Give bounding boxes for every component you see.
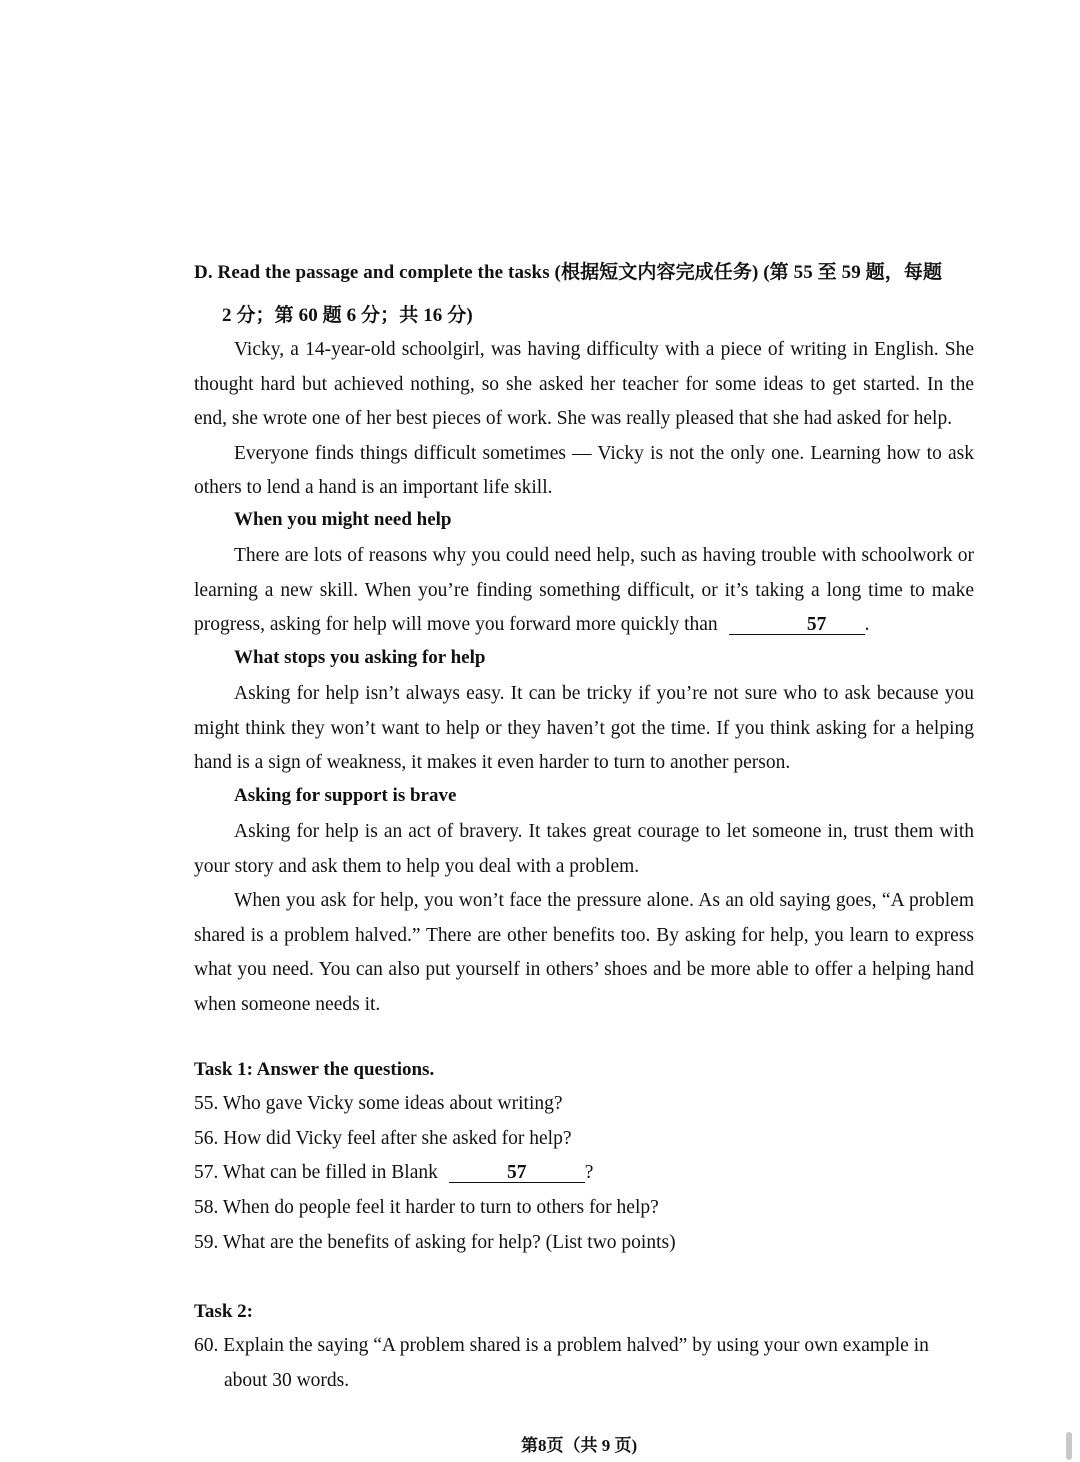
question-55: 55. Who gave Vicky some ideas about writing? xyxy=(194,1093,563,1114)
task2-title: Task 2: xyxy=(194,1301,253,1322)
passage-block-3 xyxy=(194,677,974,781)
subheading-support-brave: Asking for support is brave xyxy=(234,785,457,806)
passage-paragraph-2: Everyone finds things difficult sometimes — Vicky is not the only one. Learning how to ask others to lend a hand is an important life skill. xyxy=(194,442,974,498)
passage-paragraph-3 xyxy=(194,539,974,643)
passage-paragraph-4: Asking for help isn’t always easy. It can be tricky if you’re not sure who to ask because you might think they won’t want to help or they haven’t got the time. If you think asking for a helping hand is a sign of weakness, it makes it even harder to turn to another person. xyxy=(194,683,974,773)
section-heading-line2: 2 分；第 60 题 6 分；共 16 分) xyxy=(222,305,473,326)
passage-paragraph-6: When you ask for help, you won’t face the pressure alone. As an old saying goes, “A problem shared is a problem halved.” There are other benefits too. By asking for help, you learn to express what you need. You can also put yourself in others’ shoes and be more able to offer a helping hand when someone needs it. xyxy=(194,890,974,1015)
scrollbar-thumb[interactable] xyxy=(1066,1432,1072,1460)
question-59: 59. What are the benefits of asking for help? (List two points) xyxy=(194,1232,676,1253)
question-60-line1: 60. Explain the saying “A problem shared is a problem halved” by using your own example in xyxy=(194,1335,929,1356)
section-heading-line1: D. Read the passage and complete the tasks (根据短文内容完成任务) (第 55 至 59 题，每题 xyxy=(194,262,943,283)
subheading-when-need-help: When you might need help xyxy=(234,509,452,530)
paragraph-3-text: There are lots of reasons why you could need help, such as having trouble with schoolwork or learning a new skill. When you’re finding something difficult, or it’s taking a long time to make progress, asking for help will move you forward more quickly than xyxy=(194,545,974,635)
question-60-line2: about 30 words. xyxy=(224,1370,350,1391)
passage-block-4 xyxy=(194,815,974,1022)
passage-block-2 xyxy=(194,539,974,643)
task1-title: Task 1: Answer the questions. xyxy=(194,1059,435,1080)
question-56: 56. How did Vicky feel after she asked for help? xyxy=(194,1128,572,1149)
passage-paragraph-5: Asking for help is an act of bravery. It takes great courage to let someone in, trust them with your story and ask them to help you deal with a problem. xyxy=(194,821,974,877)
question-57 xyxy=(194,1162,593,1184)
blank-57: 57 xyxy=(729,616,865,635)
passage-paragraph-1: Vicky, a 14-year-old schoolgirl, was having difficulty with a piece of writing in English. She thought hard but achieved nothing, so she asked her teacher for some ideas to get started. In the end, she wrote one of her best pieces of work. She was really pleased that she had asked for help. xyxy=(194,339,974,429)
question-57-text: 57. What can be filled in Blank xyxy=(194,1162,438,1183)
passage-block-1 xyxy=(194,333,974,506)
page-number-footer: 第8页（共 9 页) xyxy=(521,1436,638,1455)
question-57-blank: 57 xyxy=(449,1164,585,1183)
question-57-mark: ? xyxy=(584,1162,594,1183)
paragraph-3-end: . xyxy=(864,614,870,635)
question-58: 58. When do people feel it harder to turn to others for help? xyxy=(194,1197,659,1218)
subheading-what-stops: What stops you asking for help xyxy=(234,647,486,668)
